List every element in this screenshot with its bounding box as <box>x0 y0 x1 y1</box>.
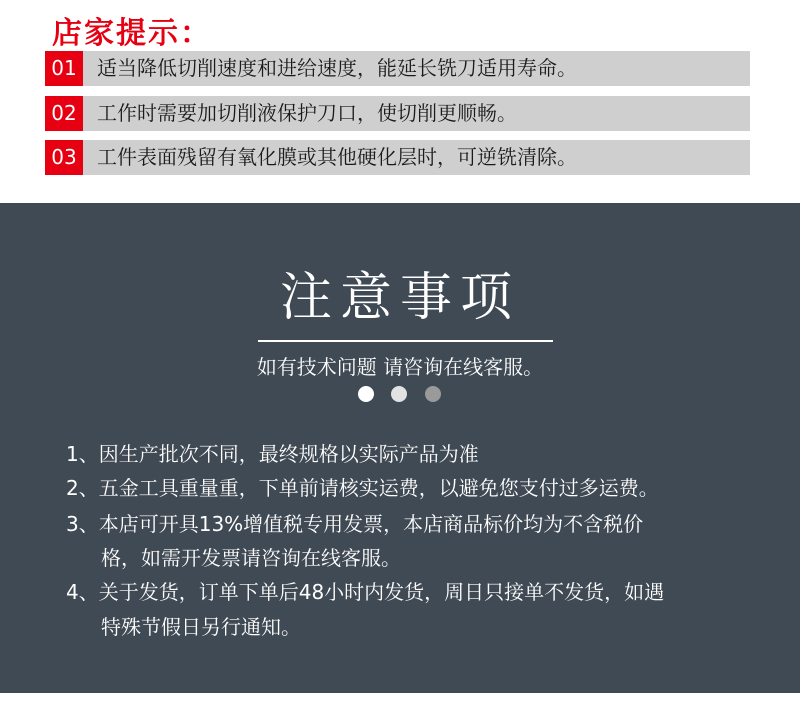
tip-row-1 <box>45 51 750 86</box>
tip-number-badge: 01 <box>45 51 83 86</box>
tip-text: 适当降低切削速度和进给速度，能延长铣刀适用寿命。 <box>97 56 577 80</box>
notice-item-3: 3、本店可开具13%增值税专用发票，本店商品标价均为不含税价 <box>66 512 644 536</box>
tip-number-badge: 03 <box>45 140 83 175</box>
store-tips-title: 店家提示： <box>52 16 212 51</box>
tip-text: 工件表面残留有氧化膜或其他硬化层时，可逆铣清除。 <box>97 145 577 169</box>
store-tips-section <box>0 0 800 203</box>
bottom-spacer <box>0 693 800 713</box>
carousel-dot-1 <box>358 386 374 402</box>
tip-text: 工作时需要加切削液保护刀口，使切削更顺畅。 <box>97 101 517 125</box>
notice-item-4: 4、关于发货，订单下单后48小时内发货，周日只接单不发货，如遇 <box>66 580 665 604</box>
tip-row-3 <box>45 140 750 175</box>
notice-item-1: 1、因生产批次不同，最终规格以实际产品为准 <box>66 442 479 466</box>
notice-title: 注意事项 <box>279 268 520 328</box>
notice-item-4-continued: 特殊节假日另行通知。 <box>101 615 301 639</box>
title-divider <box>258 340 553 342</box>
tip-row-2 <box>45 96 750 131</box>
notice-subtitle: 如有技术问题 请咨询在线客服。 <box>256 355 544 379</box>
carousel-dot-2 <box>391 386 407 402</box>
carousel-dot-3 <box>425 386 441 402</box>
tip-number-badge: 02 <box>45 96 83 131</box>
notice-panel <box>0 203 800 693</box>
notice-item-2: 2、五金工具重量重，下单前请核实运费，以避免您支付过多运费。 <box>66 476 659 500</box>
notice-item-3-continued: 格，如需开发票请咨询在线客服。 <box>101 546 401 570</box>
